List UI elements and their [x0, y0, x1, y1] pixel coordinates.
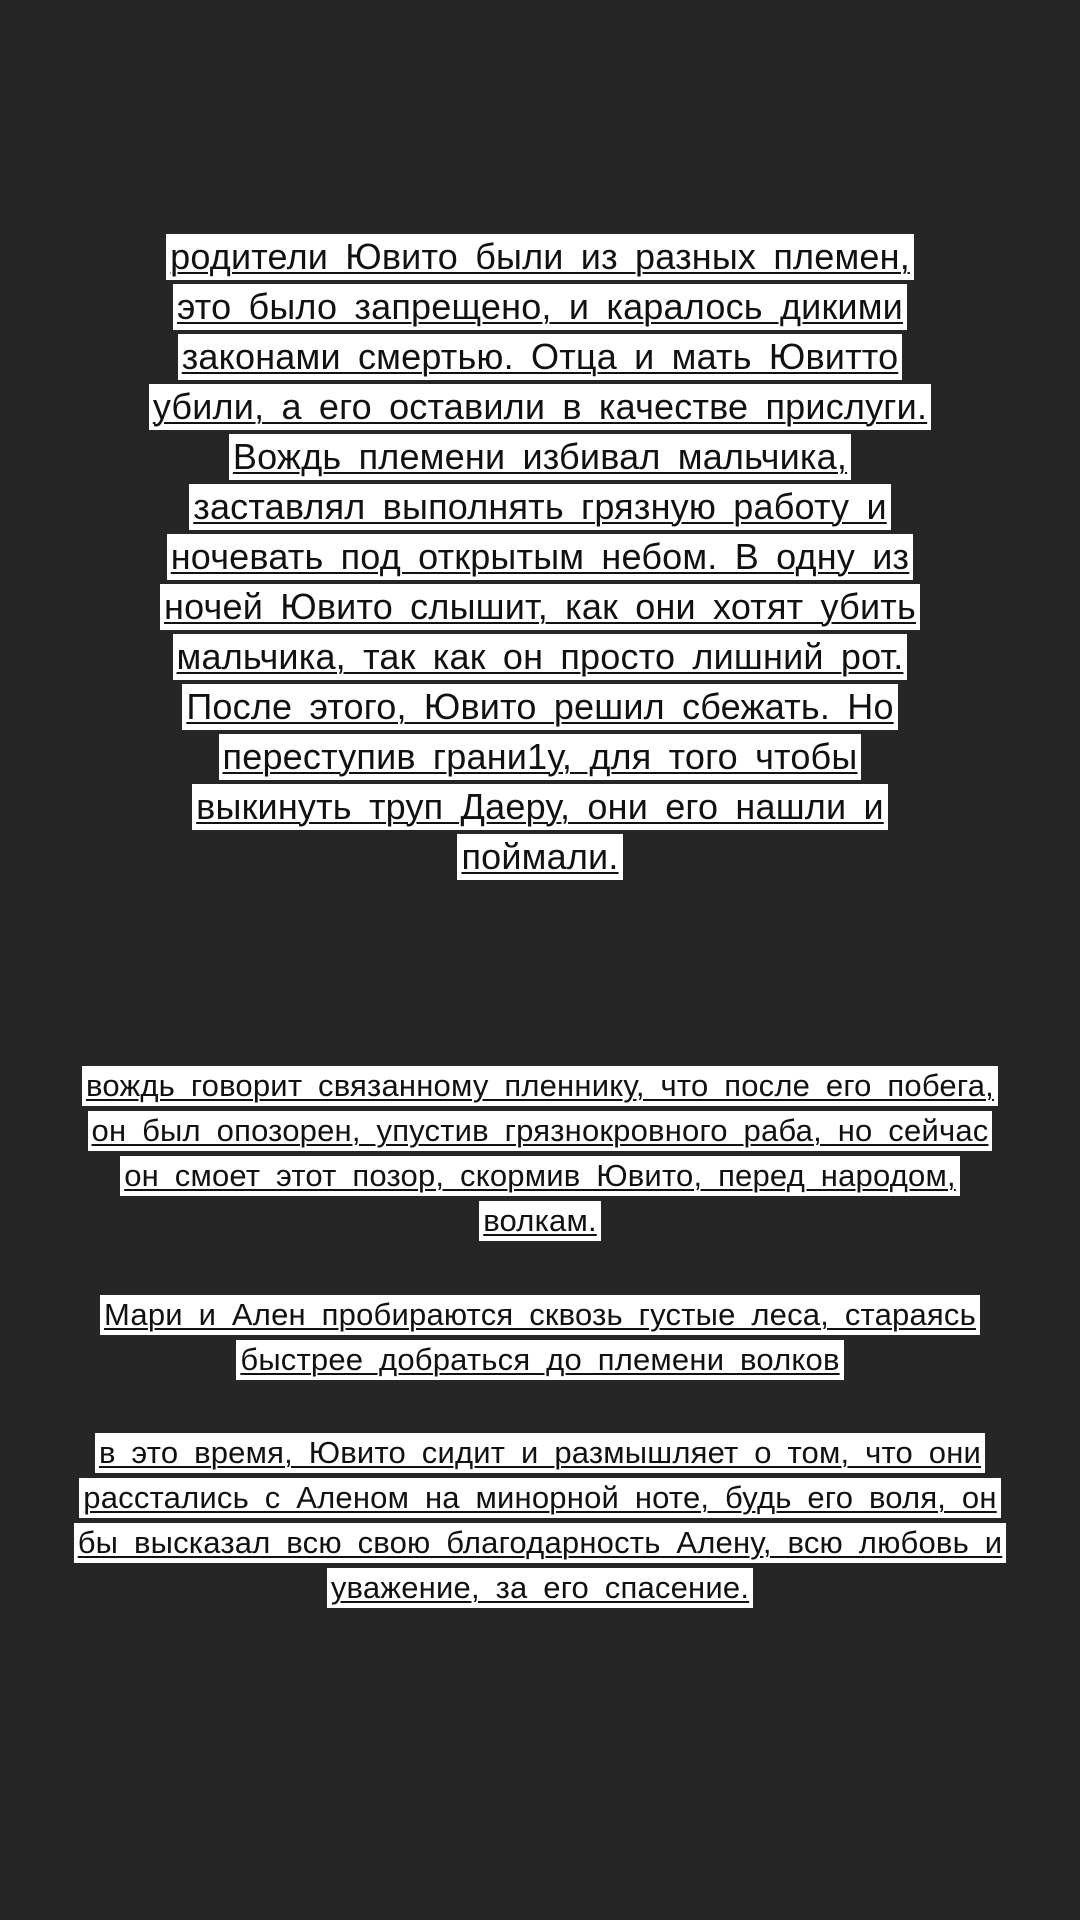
text-line: уважение, за его спасение. [327, 1568, 753, 1608]
text-line: поймали. [457, 834, 622, 880]
text-line: Вождь племени избивал мальчика, [229, 434, 851, 480]
text-line: волкам. [479, 1201, 601, 1241]
text-line: После этого, Ювито решил сбежать. Но [182, 684, 897, 730]
text-line: законами смертью. Отца и мать Ювитто [178, 334, 903, 380]
text-line: мальчика, так как он просто лишний рот. [173, 634, 908, 680]
text-line: расстались с Аленом на минорной ноте, будь его воля, он [79, 1478, 1000, 1518]
text-line: это было запрещено, и каралось дикими [173, 284, 907, 330]
text-line: ночей Ювито слышит, как они хотят убить [160, 584, 920, 630]
text-line: родители Ювито были из разных племен, [166, 234, 914, 280]
text-line: вождь говорит связанному пленнику, что после его побега, [82, 1066, 998, 1106]
text-line: переступив грани1у, для того чтобы [219, 734, 862, 780]
text-line: он был опозорен, упустив грязнокровного раба, но сейчас [88, 1111, 993, 1151]
text-line: в это время, Ювито сидит и размышляет о том, что они [95, 1433, 985, 1473]
text-line: он смоет этот позор, скормив Ювито, перед народом, [120, 1156, 960, 1196]
text-line: Мари и Ален пробираются сквозь густые леса, стараясь [100, 1295, 980, 1335]
story-text-block-3 [0, 1295, 1080, 1385]
text-line: выкинуть труп Даеру, они его нашли и [192, 784, 888, 830]
text-line: бы высказал всю свою благодарность Алену, всю любовь и [74, 1523, 1007, 1563]
story-text-block-4 [0, 1433, 1080, 1613]
text-line: быстрее добраться до племени волков [236, 1340, 843, 1380]
story-text-block-1 [0, 234, 1080, 884]
text-line: ночевать под открытым небом. В одну из [167, 534, 914, 580]
story-text-block-2 [0, 1066, 1080, 1246]
text-line: заставлял выполнять грязную работу и [189, 484, 891, 530]
text-line: убили, а его оставили в качестве прислуги. [149, 384, 931, 430]
